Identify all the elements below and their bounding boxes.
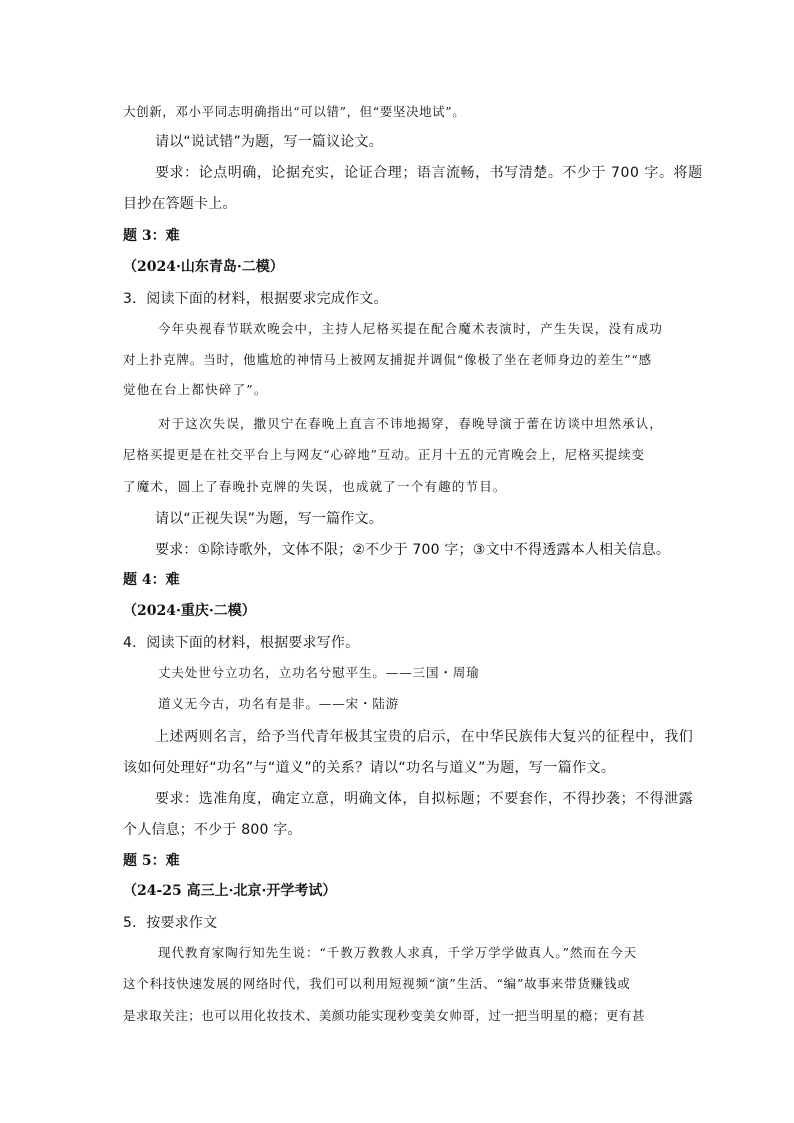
material-line: 是求取关注；也可以用化妆技术、美颜功能实现秒变美女帅哥，过一把当明星的瘾；更有甚	[123, 1008, 646, 1023]
quote-line: 丈夫处世兮立功名，立功名兮慰平生。——三国・周瑜	[158, 665, 480, 680]
requirement-line: 目抄在答题卡上。	[123, 196, 237, 212]
question-source: （2024·山东青岛·二模）	[123, 259, 284, 275]
question-instruction: 5．按要求作文	[123, 915, 218, 931]
material-line: 对于这次失误，撒贝宁在春晚上直言不讳地揭穿，春晚导演于蕾在访谈中坦然承认，	[158, 416, 664, 431]
material-line: 上述两则名言，给予当代青年极其宝贵的启示，在中华民族伟大复兴的征程中，我们	[155, 729, 694, 745]
prompt-line: 请以“正视失误”为题，写一篇作文。	[155, 511, 383, 527]
question-source: （24-25 高三上·北京·开学考试）	[123, 883, 337, 899]
requirement-line: 要求：选准角度，确定立意，明确文体，自拟标题；不要套作，不得抄袭；不得泄露	[155, 791, 694, 807]
question-heading: 题 5：难	[123, 853, 180, 869]
quote-line: 道义无今古，功名有是非。——宋・陆游	[158, 696, 400, 711]
material-line: 这个科技快速发展的网络时代，我们可以利用短视频“演”生活、“编”故事来带货赚钱或	[123, 976, 631, 991]
material-line: 今年央视春节联欢晚会中，主持人尼格买提在配合魔术表演时，产生失误，没有成功	[158, 321, 664, 336]
requirement-line: 要求：论点明确，论据充实，论证合理；语言流畅，书写清楚。不少于 700 字。将题	[155, 165, 703, 181]
material-line: 该如何处理好“功名”与“道义”的关系？请以“功名与道义”为题，写一篇作文。	[123, 760, 616, 776]
material-line: 觉他在台上都快碎了”。	[123, 382, 268, 397]
question-source: （2024·重庆·二模）	[123, 603, 256, 619]
requirement-line: 要求：①除诗歌外，文体不限；②不少于 700 字；③文中不得透露本人相关信息。	[155, 542, 671, 558]
material-line: 对上扑克牌。当时，他尴尬的神情马上被网友捕捉并调侃“像极了坐在老师身边的差生”“感	[123, 352, 653, 367]
material-line: 大创新，邓小平同志明确指出“可以错”，但“要坚决地试”。	[123, 104, 466, 119]
material-line: 尼格买提更是在社交平台上与网友“心碎地”互动。正月十五的元宵晚会上，尼格买提续变	[123, 447, 645, 462]
material-line: 现代教育家陶行知先生说：“千教万教教人求真，千学万学学做真人。”然而在今天	[158, 945, 638, 960]
prompt-line: 请以“说试错”为题，写一篇议论文。	[155, 134, 383, 150]
material-line: 了魔术，圆上了春晚扑克牌的失误，也成就了一个有趣的节目。	[123, 479, 507, 494]
question-instruction: 3．阅读下面的材料，根据要求完成作文。	[123, 291, 388, 307]
question-heading: 题 4：难	[123, 572, 180, 588]
question-heading: 题 3：难	[123, 228, 180, 244]
requirement-line: 个人信息；不少于 800 字。	[123, 822, 302, 838]
question-instruction: 4．阅读下面的材料，根据要求写作。	[123, 635, 360, 651]
